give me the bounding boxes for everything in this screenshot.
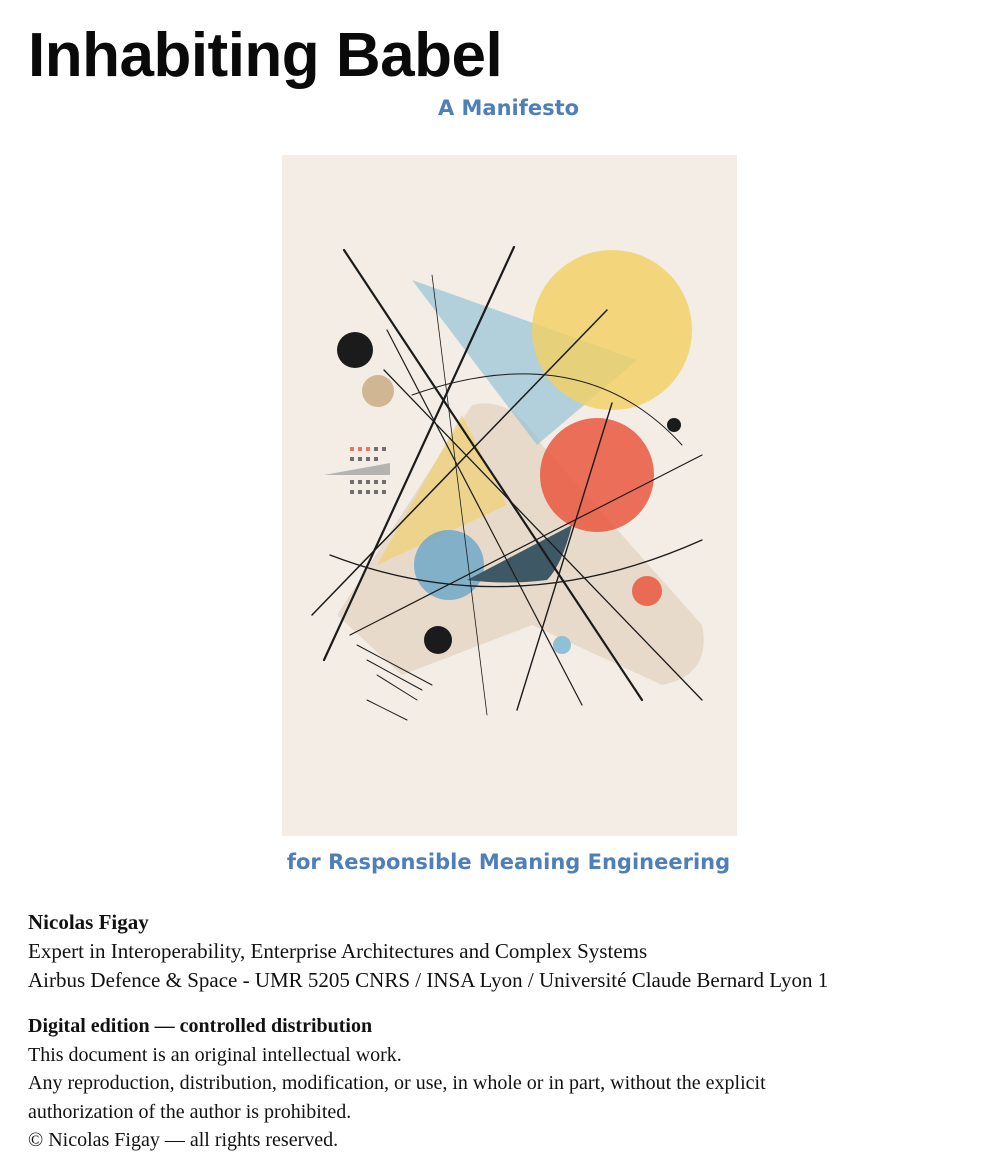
document-tagline: for Responsible Meaning Engineering bbox=[286, 850, 731, 874]
distribution-line: Any reproduction, distribution, modification, or use, in whole or in part, without the explicit bbox=[28, 1072, 766, 1094]
copyright-line: © Nicolas Figay — all rights reserved. bbox=[28, 1129, 339, 1151]
distribution-line: This document is an original intellectual work. bbox=[28, 1043, 402, 1066]
abstract-composition-illustration bbox=[282, 155, 737, 836]
cover-artwork bbox=[282, 155, 737, 836]
distribution-notice bbox=[28, 1012, 988, 1155]
distribution-line: authorization of the author is prohibited. bbox=[28, 1100, 352, 1123]
document-subtitle: A Manifesto bbox=[437, 96, 580, 120]
author-block bbox=[28, 908, 828, 995]
author-role: Expert in Interoperability, Enterprise Architectures and Complex Systems bbox=[28, 939, 648, 963]
author-affiliation: Airbus Defence & Space - UMR 5205 CNRS / INSA Lyon / Université Claude Bernard Lyon 1 bbox=[28, 968, 829, 992]
distribution-heading: Digital edition — controlled distribution bbox=[28, 1015, 373, 1037]
author-name: Nicolas Figay bbox=[28, 910, 149, 934]
document-title: Inhabiting Babel bbox=[28, 21, 503, 90]
